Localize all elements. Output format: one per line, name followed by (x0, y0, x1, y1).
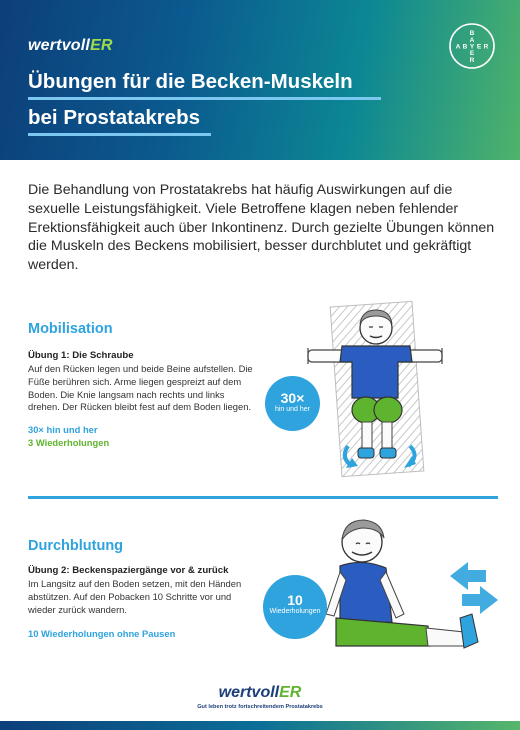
bayer-letter: E (476, 43, 482, 51)
bayer-letter: A (469, 37, 475, 44)
footer-gradient-strip (0, 721, 520, 730)
bayer-letter: R (483, 43, 489, 51)
section-heading-durchblutung: Durchblutung (28, 538, 124, 554)
page-title-line-2: bei Prostatakrebs (28, 106, 201, 129)
page-title (28, 70, 388, 142)
bayer-letter: B (462, 43, 468, 51)
reps-badge-1: 30× hin und her (265, 376, 320, 431)
illustration-pelvic-walk (300, 514, 505, 664)
reps-badge-2: 10 Wiederholungen (263, 575, 327, 639)
exercise-title-2: Übung 2: Beckenspaziergänge vor & zurück (28, 565, 229, 576)
exercise-stat-2-reps: 10 Wiederholungen ohne Pausen (28, 628, 176, 639)
exercise-title-1: Übung 1: Die Schraube (28, 350, 134, 361)
bayer-letter: A (455, 43, 461, 51)
title-underline-1 (28, 97, 381, 100)
exercise-description-1: Auf den Rücken legen und beide Beine aufstellen. Die Füße berühren sich. Arme liegen gespreizt auf dem Boden. Die Knie langsam nach rechts und links drehen. Der Rücken bleibt fest auf dem Boden liegen. (28, 363, 253, 413)
exercise-stat-1-sets: 3 Wiederholungen (28, 437, 110, 448)
illustration-the-screw (300, 298, 450, 484)
bayer-letter: B (469, 30, 475, 37)
bayer-letter: R (469, 57, 475, 64)
exercise-stat-1-reps: 30× hin und her (28, 424, 98, 435)
section-divider (28, 496, 498, 499)
intro-text: Die Behandlung von Prostatakrebs hat häufig Auswirkungen auf die sexuelle Leistungsfähigkeit. Viele Betroffene klagen neben fehlender Erektionsfähigkeit auch über Inkontinenz. Durch gezielte Übungen können die Muskeln des Beckens mobilisiert, besser durchblutet und gekräftigt werden. (28, 182, 495, 274)
page-title-line-1: Übungen für die Becken-Muskeln (28, 70, 353, 93)
section-heading-mobilisation: Mobilisation (28, 321, 113, 337)
footer-tagline: Gut leben trotz fortschreitendem Prostatakrebs (197, 704, 323, 710)
exercise-description-2: Im Langsitz auf den Boden setzen, mit den Händen abstützen. Auf den Pobacken 10 Schritte vor und wieder zurück wandern. (28, 578, 242, 615)
footer-brand-logo: wertvollER (218, 684, 302, 701)
brand-logo: wertvollER (28, 37, 113, 54)
bayer-cross-logo (448, 22, 496, 70)
bayer-letter: E (469, 50, 475, 57)
bayer-letter: Y (469, 43, 475, 51)
header-banner (0, 0, 520, 160)
title-underline-2 (28, 133, 211, 136)
